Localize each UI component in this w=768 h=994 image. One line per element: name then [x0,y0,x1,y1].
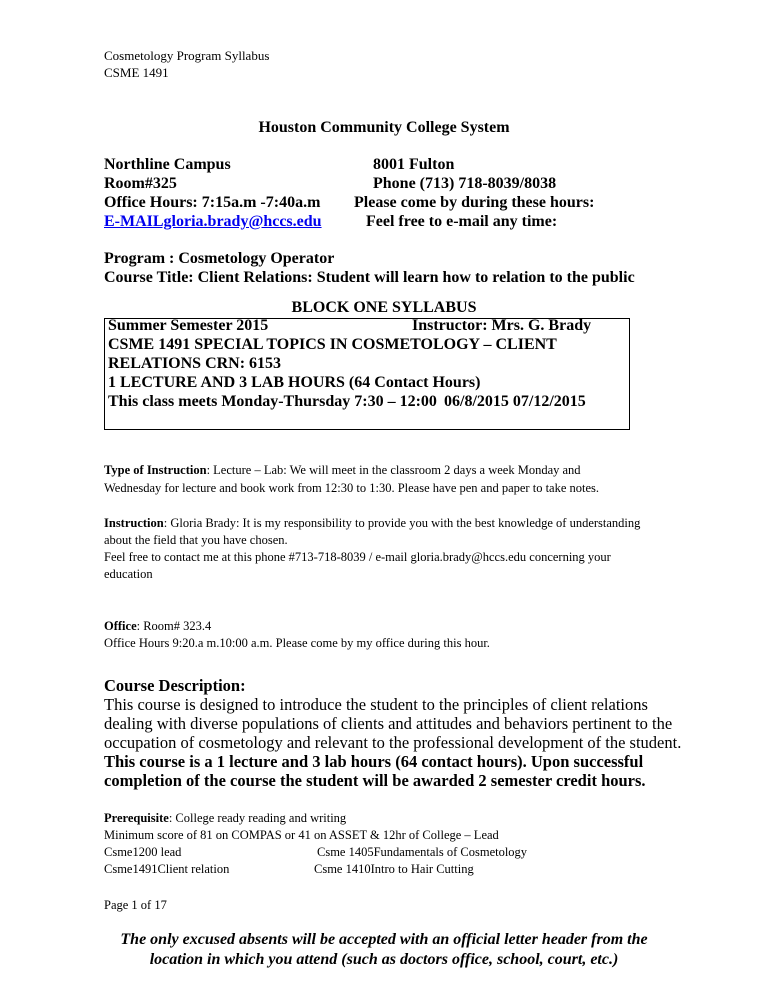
office-label: Office [104,619,137,633]
instruction-line-4: education [104,567,153,581]
instructor: Instructor: Mrs. G. Brady [412,317,592,334]
prerequisite-line: Prerequisite: College ready reading and writing [104,811,347,825]
program-line: Program : Cosmetology Operator [104,250,335,267]
course-description-line-3: occupation of cosmetology and relevant to the professional development of the student. [104,733,682,752]
semester: Summer Semester 2015 [108,317,269,334]
course-line-2: RELATIONS CRN: 6153 [108,355,282,372]
course-description-heading: Course Description: [104,676,246,695]
instruction-line-1: Instruction: Gloria Brady: It is my responsibility to provide you with the best knowledge of understanding [104,516,641,530]
course-description-bold-1: This course is a 1 lecture and 3 lab hours (64 contact hours). Upon successful [104,752,644,771]
meeting-times: This class meets Monday-Thursday 7:30 – 12:00 [108,393,437,410]
room-number: Room#325 [104,175,177,192]
prerequisite-label: Prerequisite [104,811,169,825]
email-link[interactable]: E-MAILgloria.brady@hccs.edu [104,213,322,230]
email-note: Feel free to e-mail any time: [366,213,558,230]
course-description-line-1: This course is designed to introduce the student to the principles of client relations [104,695,648,714]
come-by-note: Please come by during these hours: [354,194,595,211]
page-number: Page 1 of 17 [104,898,167,912]
meeting-dates: 06/8/2015 07/12/2015 [444,393,586,410]
campus-address: 8001 Fulton [373,156,455,173]
course-line-1: CSME 1491 SPECIAL TOPICS IN COSMETOLOGY – CLIENT [108,336,557,353]
office-room: Office: Room# 323.4 [104,619,212,633]
prerequisite-course-2: Csme 1405Fundamentals of Cosmetology [317,845,528,859]
instruction-label: Instruction [104,516,164,530]
prerequisite-course-1: Csme1200 lead [104,845,182,859]
absence-policy-line-2: location in which you attend (such as doctors office, school, court, etc.) [149,951,619,968]
campus-phone: Phone (713) 718-8039/8038 [373,175,557,192]
instruction-line-2: about the field that you have chosen. [104,533,288,547]
type-of-instruction-line-1: Type of Instruction: Lecture – Lab: We will meet in the classroom 2 days a week Monday and [104,463,581,477]
course-title-line: Course Title: Client Relations: Student will learn how to relation to the public [104,269,635,286]
contact-hours: 1 LECTURE AND 3 LAB HOURS (64 Contact Hours) [108,374,481,391]
prerequisite-scores: Minimum score of 81 on COMPAS or 41 on ASSET & 12hr of College – Lead [104,828,499,842]
office-hours-line: Office Hours 9:20.a m.10:00 a.m. Please come by my office during this hour. [104,636,490,650]
prerequisite-course-3: Csme1491Client relation [104,862,230,876]
type-of-instruction-line-2: Wednesday for lecture and book work from 12:30 to 1:30. Please have pen and paper to take notes. [104,481,600,495]
course-description-line-2: dealing with diverse populations of clients and attitudes and behaviors pertinent to the [104,714,673,733]
type-of-instruction-label: Type of Instruction [104,463,207,477]
campus-name: Northline Campus [104,156,231,173]
prerequisite-course-4: Csme 1410Intro to Hair Cutting [314,862,474,876]
absence-policy-line-1: The only excused absents will be accepted with an official letter header from the [120,931,648,948]
institution-name: Houston Community College System [258,119,510,136]
block-heading: BLOCK ONE SYLLABUS [291,299,477,316]
header-title: Cosmetology Program Syllabus [104,48,270,63]
header-course-code: CSME 1491 [104,65,169,80]
instruction-line-3: Feel free to contact me at this phone #713-718-8039 / e-mail gloria.brady@hccs.edu concerning your [104,550,611,564]
office-hours: Office Hours: 7:15a.m -7:40a.m [104,194,321,211]
course-description-bold-2: completion of the course the student will be awarded 2 semester credit hours. [104,771,646,790]
